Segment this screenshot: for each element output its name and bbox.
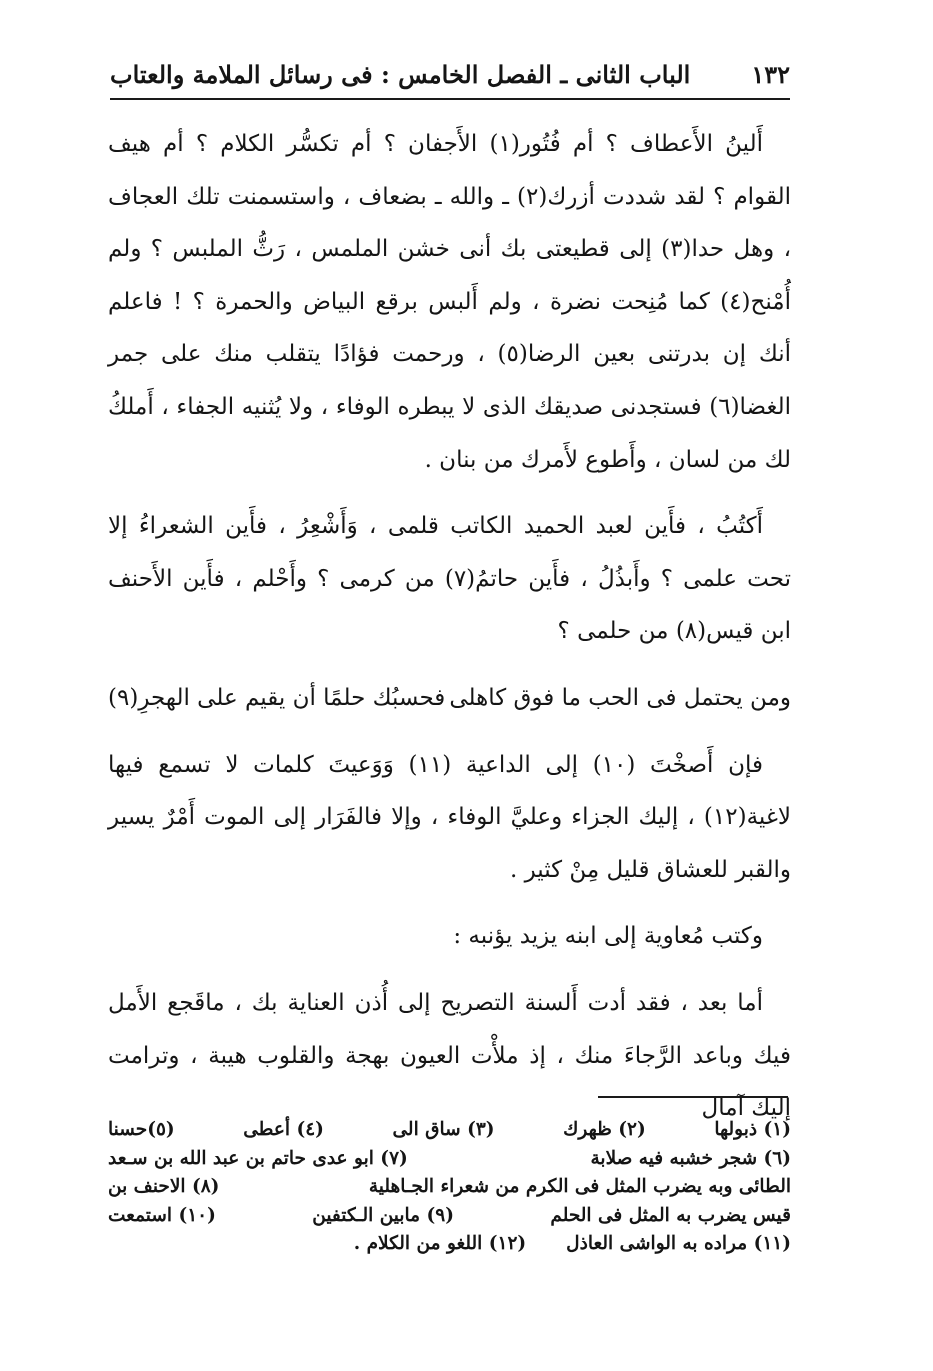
footnote: الطائى وبه يضرب المثل فى الكرم من شعراء الجـاهلية bbox=[368, 1176, 791, 1198]
verse-first-hemistich: ومن يحتمل فى الحب ما فوق كاهلى bbox=[449, 684, 791, 711]
main-text bbox=[108, 118, 791, 1135]
footnote: (٨) الاحنف بن bbox=[108, 1176, 220, 1198]
paragraph-1: أَلينُ الأَعطاف ؟ أم فُتُور(١) الأَجفان ؟ أم تكسُّر الكلام ؟ أم هيف القوام ؟ لقد شددت أزرك(٢) ـ والله ـ بضعاف ، واستسمنت تلك العجاف ، وهل حدا(٣) إلى قطيعتى بك أنى خشن الملمس ، رَثُّ الملبس ؟ ولم أُمْنح(٤) كما مُنِحت نضرة ، ولم أَلبس برقع البياض والحمرة ؟ ! فاعلم أنك إن بدرتنى بعين الرضا(٥) ، ورحمت فؤادًا يتقلب منك على جمر الغضا(٦) فستجدنى صديقك الذى لا يبطره الوفاء ، ولا يُثنيه الجفاء ، أَملكُ لك من لسان ، وأَطوع لأَمرك من بنان . bbox=[108, 131, 791, 473]
footnote: (٥)حسنا bbox=[108, 1119, 175, 1140]
footnote: قيس يضرب به المثل فى الحلم bbox=[550, 1204, 791, 1226]
footnote-line-5 bbox=[108, 1230, 791, 1259]
header-rule bbox=[110, 98, 790, 100]
footnote: (١) ذبولها bbox=[714, 1119, 791, 1140]
paragraph-3: فإن أَصخْتَ (١٠) إلى الداعية (١١) وَوَعيتَ كلمات لا تسمع فيها لاغية(١٢) ، إليك الجزاء وعليَّ الوفاء ، وإلا فالفَرَار إلى الموت أَمْرٌ يسير والقبر للعشاق قليل مِنْ كثير . bbox=[108, 751, 791, 883]
footnote-rule bbox=[598, 1096, 788, 1098]
footnote: (٦) شجر خشبه فيه صلابة bbox=[590, 1147, 791, 1169]
paragraph-5: أما بعد ، فقد أدت أَلسنة التصريح إلى أُذن العناية بك ، ماقَجع الأَمل فيك وباعد الرَّجاءَ منك ، إذ ملأْت العيون بهجة والقلوب هيبة ، وترامت إليك آمال bbox=[108, 989, 791, 1122]
paragraph-2: أَكتُبُ ، فأَين لعبد الحميد الكاتب قلمى ، وَأَشْعِرُ ، فأَين الشعراءُ إلا تحت علمى ؟ وأَبذُلُ ، فأَين حاتمُ(٧) من كرمى ؟ وأَحْلم ، فأَين الأَحنف ابن قيس(٨) من حلمى ؟ bbox=[108, 513, 791, 645]
footnote: (٢) ظهرك bbox=[563, 1119, 646, 1140]
footnote: (٤) أعطى bbox=[243, 1119, 324, 1140]
footnote: (١١) مراده به الواشى العاذل bbox=[566, 1233, 791, 1255]
footnote-line-3 bbox=[108, 1173, 791, 1202]
verse-second-hemistich: فحسبُك حلمًا أن يقيم على الهجرِ(٩) bbox=[108, 684, 446, 711]
footnote: (٩) مابين الـكتفين bbox=[312, 1204, 454, 1226]
footnote: (٣) ساق الى bbox=[392, 1119, 495, 1140]
footnote: (١٢) اللغو من الكلام . bbox=[353, 1233, 527, 1255]
running-title: الباب الثانى ـ الفصل الخامس : فى رسائل الملامة والعتاب bbox=[110, 59, 691, 89]
page-header bbox=[110, 52, 790, 96]
footnotes bbox=[108, 1116, 791, 1259]
footnote: (٧) ابو عدى حاتم بن عبد الله بن سـعد bbox=[108, 1147, 408, 1169]
page-number: ١٣٢ bbox=[751, 59, 790, 89]
poetry-verse bbox=[108, 672, 791, 725]
footnote: (١٠) استمعت bbox=[108, 1204, 216, 1226]
footnote-line-2 bbox=[108, 1145, 791, 1174]
paragraph-4: وكتب مُعاوية إلى ابنه يزيد يؤنبه : bbox=[453, 923, 763, 950]
footnote-line-4 bbox=[108, 1202, 791, 1231]
footnote-line-1 bbox=[108, 1116, 791, 1145]
